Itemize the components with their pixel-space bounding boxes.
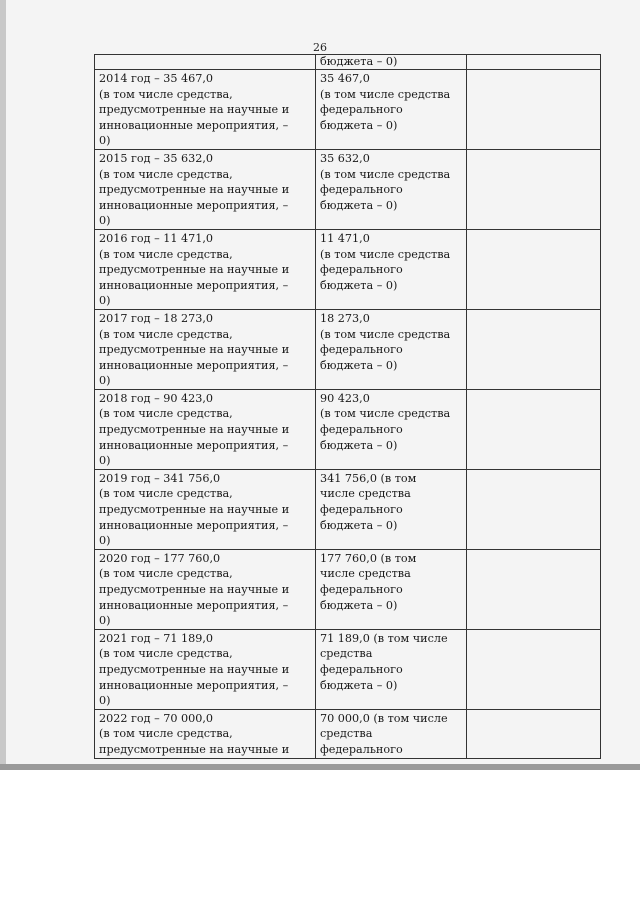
table-cell-right	[467, 55, 601, 70]
table-cell-middle: 35 467,0 (в том числе средства федерального бюджета – 0)	[316, 70, 467, 150]
table-cell-right	[467, 149, 601, 229]
table-cell-right	[467, 709, 601, 758]
table-cell-left: 2015 год – 35 632,0 (в том числе средства, предусмотренные на научные и инновационные мероприятия, – 0)	[95, 149, 316, 229]
table-cell-right	[467, 469, 601, 549]
table-cell-right	[467, 70, 601, 150]
table-cell-left	[95, 55, 316, 70]
table-cell-left: 2017 год – 18 273,0 (в том числе средства, предусмотренные на научные и инновационные мероприятия, – 0)	[95, 309, 316, 389]
table-cell-middle: бюджета – 0)	[316, 55, 467, 70]
table-cell-left: 2018 год – 90 423,0 (в том числе средства, предусмотренные на научные и инновационные мероприятия, – 0)	[95, 389, 316, 469]
table-cell-middle: 341 756,0 (в том числе средства федерального бюджета – 0)	[316, 469, 467, 549]
funding-table	[94, 54, 601, 759]
page-number: 26	[313, 41, 327, 54]
table-cell-right	[467, 229, 601, 309]
table-row	[95, 389, 601, 469]
table-cell-middle: 18 273,0 (в том числе средства федерального бюджета – 0)	[316, 309, 467, 389]
table-cell-right	[467, 549, 601, 629]
table-row	[95, 629, 601, 709]
table-cell-left: 2016 год – 11 471,0 (в том числе средства, предусмотренные на научные и инновационные мероприятия, – 0)	[95, 229, 316, 309]
table-row-continued	[95, 55, 601, 70]
table-row	[95, 709, 601, 758]
table-cell-right	[467, 309, 601, 389]
table-cell-left: 2019 год – 341 756,0 (в том числе средства, предусмотренные на научные и инновационные мероприятия, – 0)	[95, 469, 316, 549]
table-cell-left: 2020 год – 177 760,0 (в том числе средства, предусмотренные на научные и инновационные мероприятия, – 0)	[95, 549, 316, 629]
table-row	[95, 70, 601, 150]
table-row	[95, 469, 601, 549]
table-cell-middle: 11 471,0 (в том числе средства федерального бюджета – 0)	[316, 229, 467, 309]
table-row	[95, 229, 601, 309]
table-cell-left: 2021 год – 71 189,0 (в том числе средства, предусмотренные на научные и инновационные мероприятия, – 0)	[95, 629, 316, 709]
table-cell-right	[467, 389, 601, 469]
table-cell-middle: 71 189,0 (в том числе средства федерального бюджета – 0)	[316, 629, 467, 709]
table-cell-middle: 177 760,0 (в том числе средства федерального бюджета – 0)	[316, 549, 467, 629]
table-cell-middle: 35 632,0 (в том числе средства федерального бюджета – 0)	[316, 149, 467, 229]
table-cell-left: 2022 год – 70 000,0 (в том числе средства, предусмотренные на научные и	[95, 709, 316, 758]
table-row	[95, 549, 601, 629]
table-cell-middle: 70 000,0 (в том числе средства федерального	[316, 709, 467, 758]
table-row	[95, 149, 601, 229]
table-cell-right	[467, 629, 601, 709]
table-row	[95, 309, 601, 389]
table-cell-left: 2014 год – 35 467,0 (в том числе средства, предусмотренные на научные и инновационные мероприятия, – 0)	[95, 70, 316, 150]
table-cell-middle: 90 423,0 (в том числе средства федерального бюджета – 0)	[316, 389, 467, 469]
scan-gutter	[0, 0, 6, 764]
